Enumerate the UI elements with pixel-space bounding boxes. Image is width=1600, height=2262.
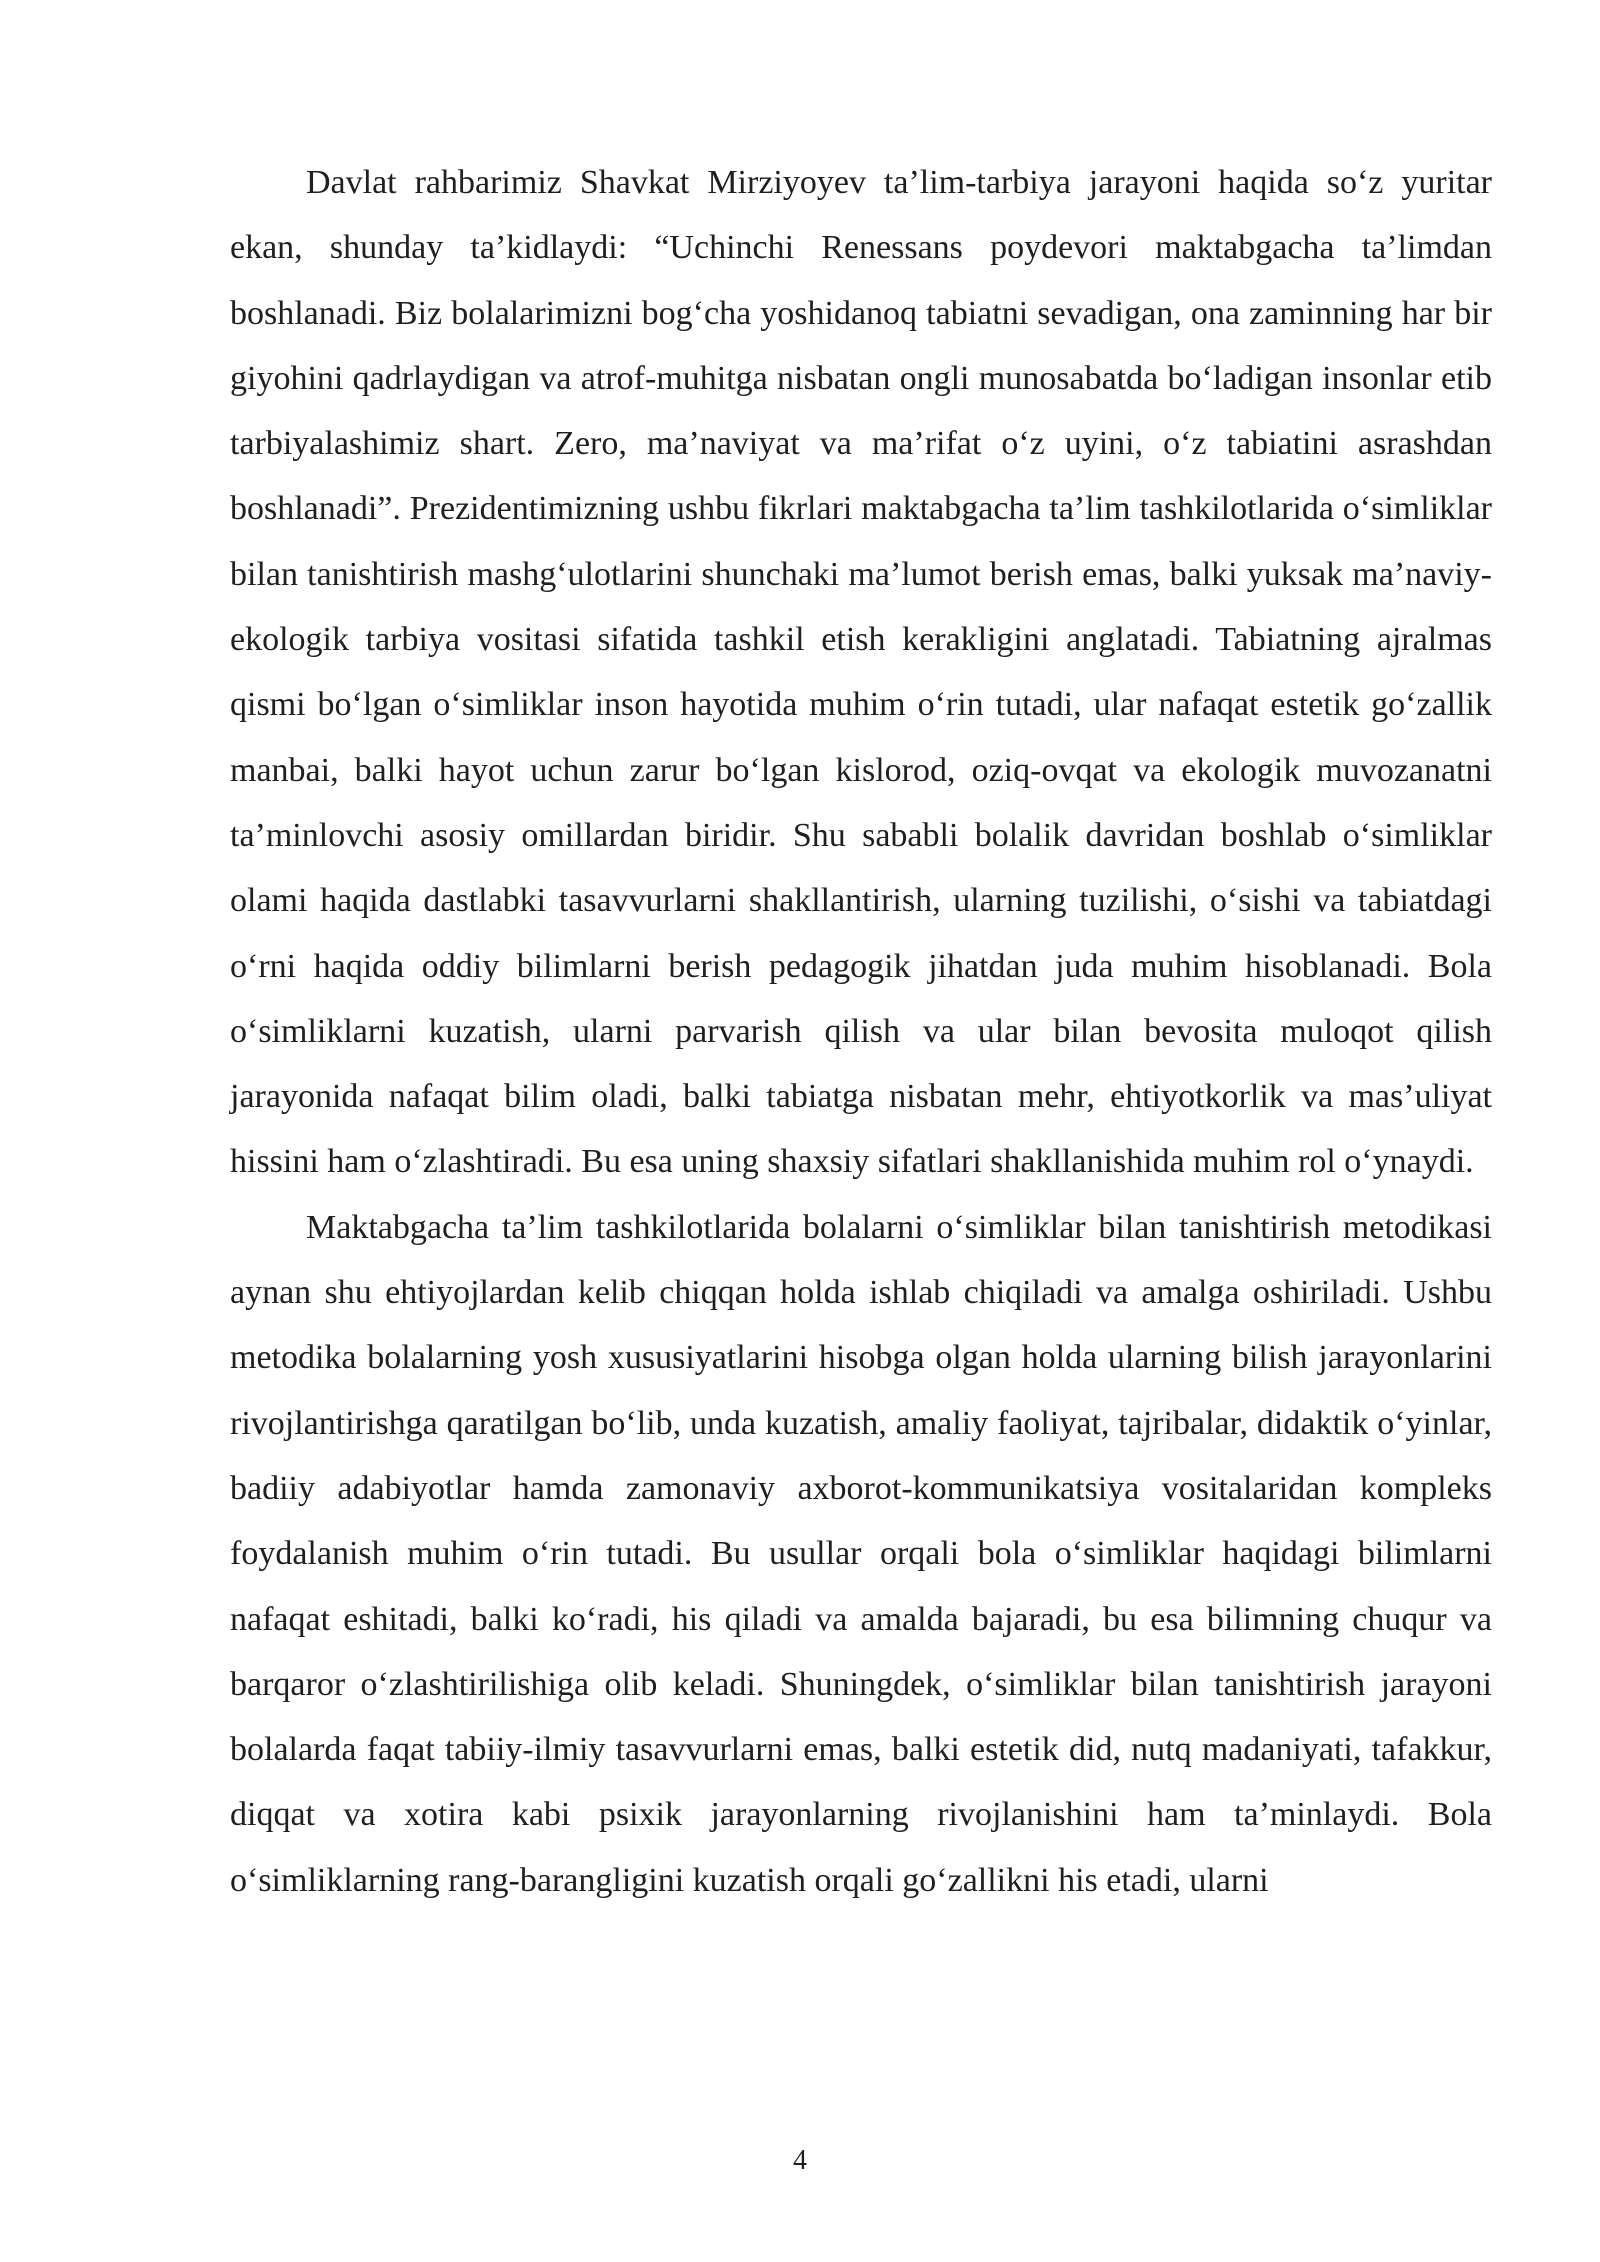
paragraph-2: Maktabgacha ta’lim tashkilotlarida bolalarni o‘simliklar bilan tanishtirish metodikasi aynan shu ehtiyojlardan kelib chiqqan holda ishlab chiqiladi va amalga oshiriladi. Ushbu metodika bolalarning yosh xususiyatlarini hisobga olgan holda ularning bilish jarayonlarini rivojlantirishga qaratilgan bo‘lib, unda kuzatish, amaliy faoliyat, tajribalar, didaktik o‘yinlar, badiiy adabiyotlar hamda zamonaviy axborot-kommunikatsiya vositalaridan kompleks foydalanish muhim o‘rin tutadi. Bu usullar orqali bola o‘simliklar haqidagi bilimlarni nafaqat eshitadi, balki ko‘radi, his qiladi va amalda bajaradi, bu esa bilimning chuqur va barqaror o‘zlashtirilishiga olib keladi. Shuningdek, o‘simliklar bilan tanishtirish jarayoni bolalarda faqat tabiiy-ilmiy tasavvurlarni emas, balki estetik did, nutq madaniyati, tafakkur, diqqat va xotira kabi psixik jarayonlarning rivojlanishini ham ta’minlaydi. Bola o‘simliklarning rang-barangligini kuzatish orqali go‘zallikni his etadi, ularni [230,1208,1492,1899]
body-text [230,150,1492,1913]
paragraph-1: Davlat rahbarimiz Shavkat Mirziyoyev ta’lim-tarbiya jarayoni haqida so‘z yuritar ekan, shunday ta’kidlaydi: “Uchinchi Renessans poydevori maktabgacha ta’limdan boshlanadi. Biz bolalarimizni bog‘cha yoshidanoq tabiatni sevadigan, ona zaminning har bir giyohini qadrlaydigan va atrof-muhitga nisbatan ongli munosabatda bo‘ladigan insonlar etib tarbiyalashimiz shart. Zero, ma’naviyat va ma’rifat o‘z uyini, o‘z tabiatini asrashdan boshlanadi”. Prezidentimizning ushbu fikrlari maktabgacha ta’lim tashkilotlarida o‘simliklar bilan tanishtirish mashg‘ulotlarini shunchaki ma’lumot berish emas, balki yuksak ma’naviy-ekologik tarbiya vositasi sifatida tashkil etish kerakligini anglatadi. Tabiatning ajralmas qismi bo‘lgan o‘simliklar inson hayotida muhim o‘rin tutadi, ular nafaqat estetik go‘zallik manbai, balki hayot uchun zarur bo‘lgan kislorod, oziq-ovqat va ekologik muvozanatni ta’minlovchi asosiy omillardan biridir. Shu sababli bolalik davridan boshlab o‘simliklar olami haqida dastlabki tasavvurlarni shakllantirish, ularning tuzilishi, o‘sishi va tabiatdagi o‘rni haqida oddiy bilimlarni berish pedagogik jihatdan juda muhim hisoblanadi. Bola o‘simliklarni kuzatish, ularni parvarish qilish va ular bilan bevosita muloqot qilish jarayonida nafaqat bilim oladi, balki tabiatga nisbatan mehr, ehtiyotkorlik va mas’uliyat hissini ham o‘zlashtiradi. Bu esa uning shaxsiy sifatlari shakllanishida muhim rol o‘ynaydi. [230,164,1492,1181]
page-number: 4 [793,2145,807,2176]
